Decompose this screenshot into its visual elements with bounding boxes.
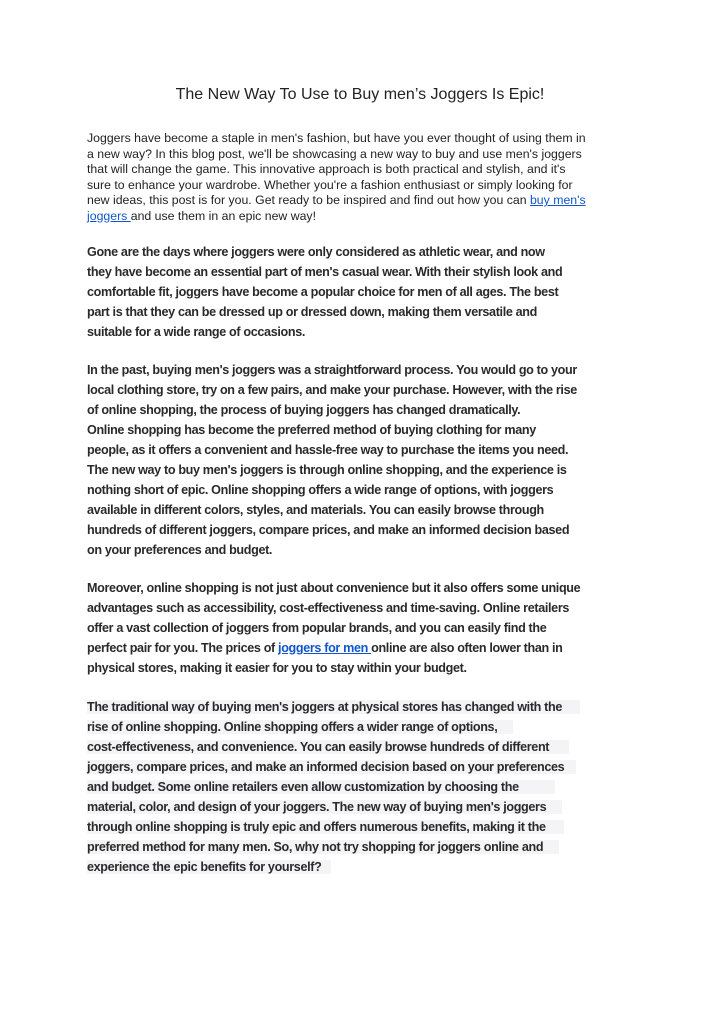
paragraph-line: physical stores, making it easier for you to stay within your budget. [87, 661, 467, 675]
paragraph-line: nothing short of epic. Online shopping offers a wide range of options, with joggers [87, 483, 554, 497]
intro-line: Joggers have become a staple in men's fashion, but have you ever thought of using them in [87, 131, 586, 145]
paragraph-line: suitable for a wide range of occasions. [87, 325, 305, 339]
highlighted-text: preferred method for many men. So, why not try shopping for joggers online and [87, 840, 559, 854]
paragraph-line [87, 797, 647, 817]
paragraph-line: on your preferences and budget. [87, 543, 273, 557]
paragraph-line: hundreds of different joggers, compare prices, and make an informed decision based [87, 523, 570, 537]
paragraph-line: local clothing store, try on a few pairs, and make your purchase. However, with the rise [87, 383, 577, 397]
buy-mens-joggers-link[interactable]: buy men's [529, 193, 586, 208]
paragraph-line: In the past, buying men's joggers was a straightforward process. You would go to your [87, 363, 577, 377]
paragraph-line: part is that they can be dressed up or dressed down, making them versatile and [87, 305, 537, 319]
paragraph-line: The new way to buy men's joggers is through online shopping, and the experience is [87, 463, 567, 477]
paragraph-advantages [87, 578, 647, 678]
intro-line: sure to enhance your wardrobe. Whether you're a fashion enthusiast or simply looking for [87, 177, 573, 192]
paragraph-line: comfortable fit, joggers have become a popular choice for men of all ages. The best [87, 285, 559, 299]
paragraph-line: Moreover, online shopping is not just about convenience but it also offers some unique [87, 581, 581, 595]
buy-mens-joggers-link-continued[interactable]: joggers [87, 208, 131, 223]
highlighted-text: joggers, compare prices, and make an informed decision based on your preferences [87, 760, 576, 774]
paragraph-line [87, 697, 647, 717]
highlighted-text: through online shopping is truly epic and offers numerous benefits, making it the [87, 820, 564, 834]
highlighted-text: material, color, and design of your joggers. The new way of buying men's joggers [87, 800, 562, 814]
paragraph-conclusion [87, 697, 647, 877]
intro-line-text: and use them in an epic new way! [130, 208, 316, 223]
paragraph-line: Online shopping has become the preferred method of buying clothing for many [87, 423, 536, 437]
highlighted-text: experience the epic benefits for yourself? [87, 860, 331, 874]
intro-line [87, 193, 647, 209]
paragraph-line [87, 638, 647, 658]
paragraph-line [87, 737, 647, 757]
paragraph-line: people, as it offers a convenient and hassle-free way to purchase the items you need. [87, 443, 569, 457]
intro-line: a new way? In this blog post, we'll be showcasing a new way to buy and use men's joggers [87, 146, 582, 161]
paragraph-line [87, 757, 647, 777]
highlighted-text: rise of online shopping. Online shopping offers a wider range of options, [87, 720, 513, 734]
highlighted-text: The traditional way of buying men's joggers at physical stores has changed with the [87, 700, 580, 714]
intro-line [87, 209, 647, 225]
intro-line-text: new ideas, this post is for you. Get ready to be inspired and find out how you can [87, 193, 530, 208]
page-title: The New Way To Use to Buy men’s Joggers Is Epic! [175, 86, 545, 103]
paragraph-line: they have become an essential part of men's casual wear. With their stylish look and [87, 265, 563, 279]
paragraph-line [87, 717, 647, 737]
paragraph-online-shopping [87, 360, 647, 560]
joggers-for-men-link[interactable]: joggers for men [278, 641, 372, 655]
paragraph-line-text: perfect pair for you. The prices of [87, 641, 279, 655]
paragraph-line: Gone are the days where joggers were only considered as athletic wear, and now [87, 245, 545, 259]
paragraph-line: available in different colors, styles, and materials. You can easily browse through [87, 503, 544, 517]
paragraph-line [87, 817, 647, 837]
paragraph-athletic-wear [87, 242, 647, 342]
highlighted-text: cost-effectiveness, and convenience. You can easily browse hundreds of different [87, 740, 569, 754]
paragraph-line [87, 837, 647, 857]
paragraph-line: of online shopping, the process of buying joggers has changed dramatically. [87, 403, 521, 417]
paragraph-line [87, 777, 647, 797]
intro-paragraph [87, 131, 647, 225]
paragraph-line-text: online are also often lower than in [371, 641, 563, 655]
highlighted-text: and budget. Some online retailers even allow customization by choosing the [87, 780, 555, 794]
paragraph-line [87, 857, 647, 877]
paragraph-line: advantages such as accessibility, cost-effectiveness and time-saving. Online retailers [87, 601, 570, 615]
paragraph-line: offer a vast collection of joggers from popular brands, and you can easily find the [87, 621, 547, 635]
intro-line: that will change the game. This innovative approach is both practical and stylish, and it's [87, 162, 566, 177]
